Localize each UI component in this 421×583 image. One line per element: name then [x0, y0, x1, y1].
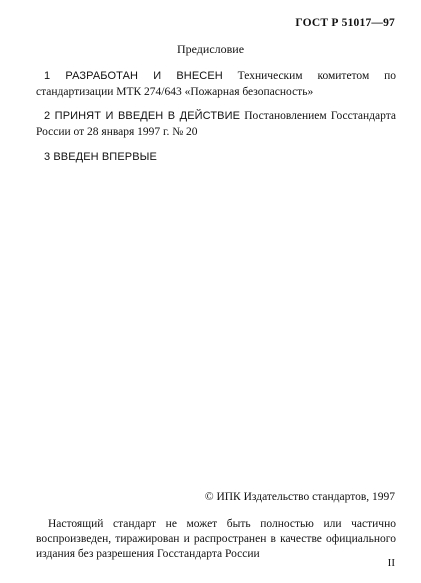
copyright-line: © ИПК Издательство стандартов, 1997 — [204, 491, 395, 503]
preface-item-1-text: Техническим комитетом по стандартизации МТК 274/643 «Пожарная безопасность» — [36, 70, 396, 98]
preface-item-2-lead: 2 ПРИНЯТ И ВВЕДЕН В ДЕЙСТВИЕ — [44, 110, 241, 122]
page-number: II — [387, 557, 395, 569]
preface-item-3 — [36, 149, 396, 165]
section-title: Предисловие — [176, 42, 245, 56]
reproduction-notice: Настоящий стандарт не может быть полностью или частично воспроизведен, тиражирован и распространен в качестве официального издания без разрешения Госстандарта России — [36, 518, 396, 560]
preface-item-1 — [36, 68, 396, 100]
preface-item-3-lead: 3 ВВЕДЕН ВПЕРВЫЕ — [44, 151, 157, 163]
preface-item-1-lead: 1 РАЗРАБОТАН И ВНЕСЕН — [44, 70, 223, 82]
document-code: ГОСТ Р 51017—97 — [295, 17, 395, 29]
preface-item-2-text: Постановлением Госстандарта России от 28 января 1997 г. № 20 — [36, 110, 396, 138]
preface-item-2 — [36, 108, 396, 140]
